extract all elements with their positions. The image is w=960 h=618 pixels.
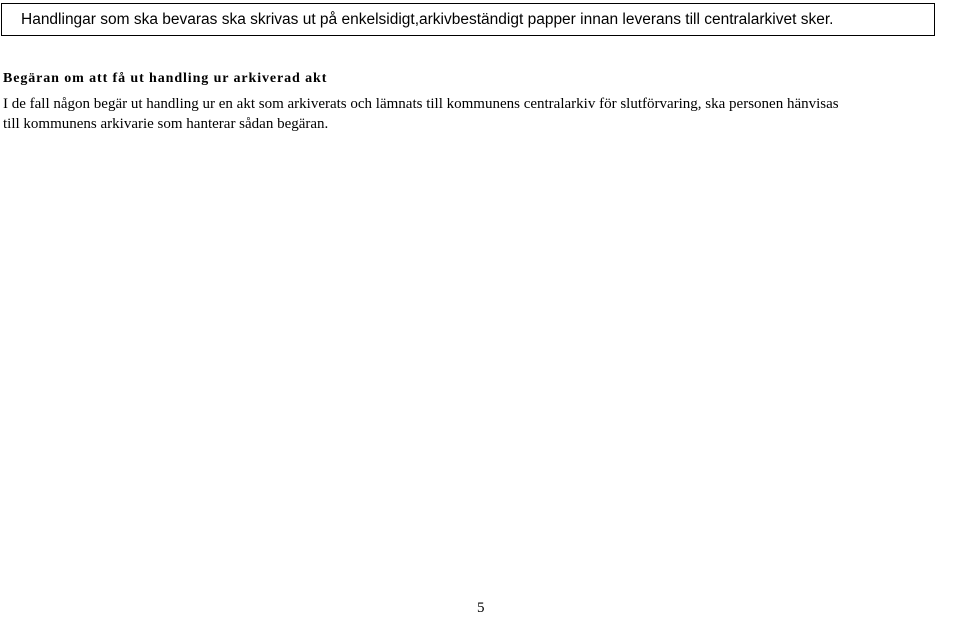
body-line: I de fall någon begär ut handling ur en akt som arkiverats och lämnats till kommunens centralarkiv för slutförvaring, ska personen hänvisas	[3, 96, 839, 112]
notice-box	[1, 3, 935, 36]
notice-text: Handlingar som ska bevaras ska skrivas ut på enkelsidigt,arkivbeständigt papper innan leverans till centralarkivet sker.	[21, 10, 834, 28]
section-body	[3, 94, 959, 134]
page-number: 5	[477, 600, 485, 616]
section-heading: Begäran om att få ut handling ur arkiverad akt	[3, 71, 328, 86]
body-line: till kommunens arkivarie som hanterar sådan begäran.	[3, 116, 329, 132]
